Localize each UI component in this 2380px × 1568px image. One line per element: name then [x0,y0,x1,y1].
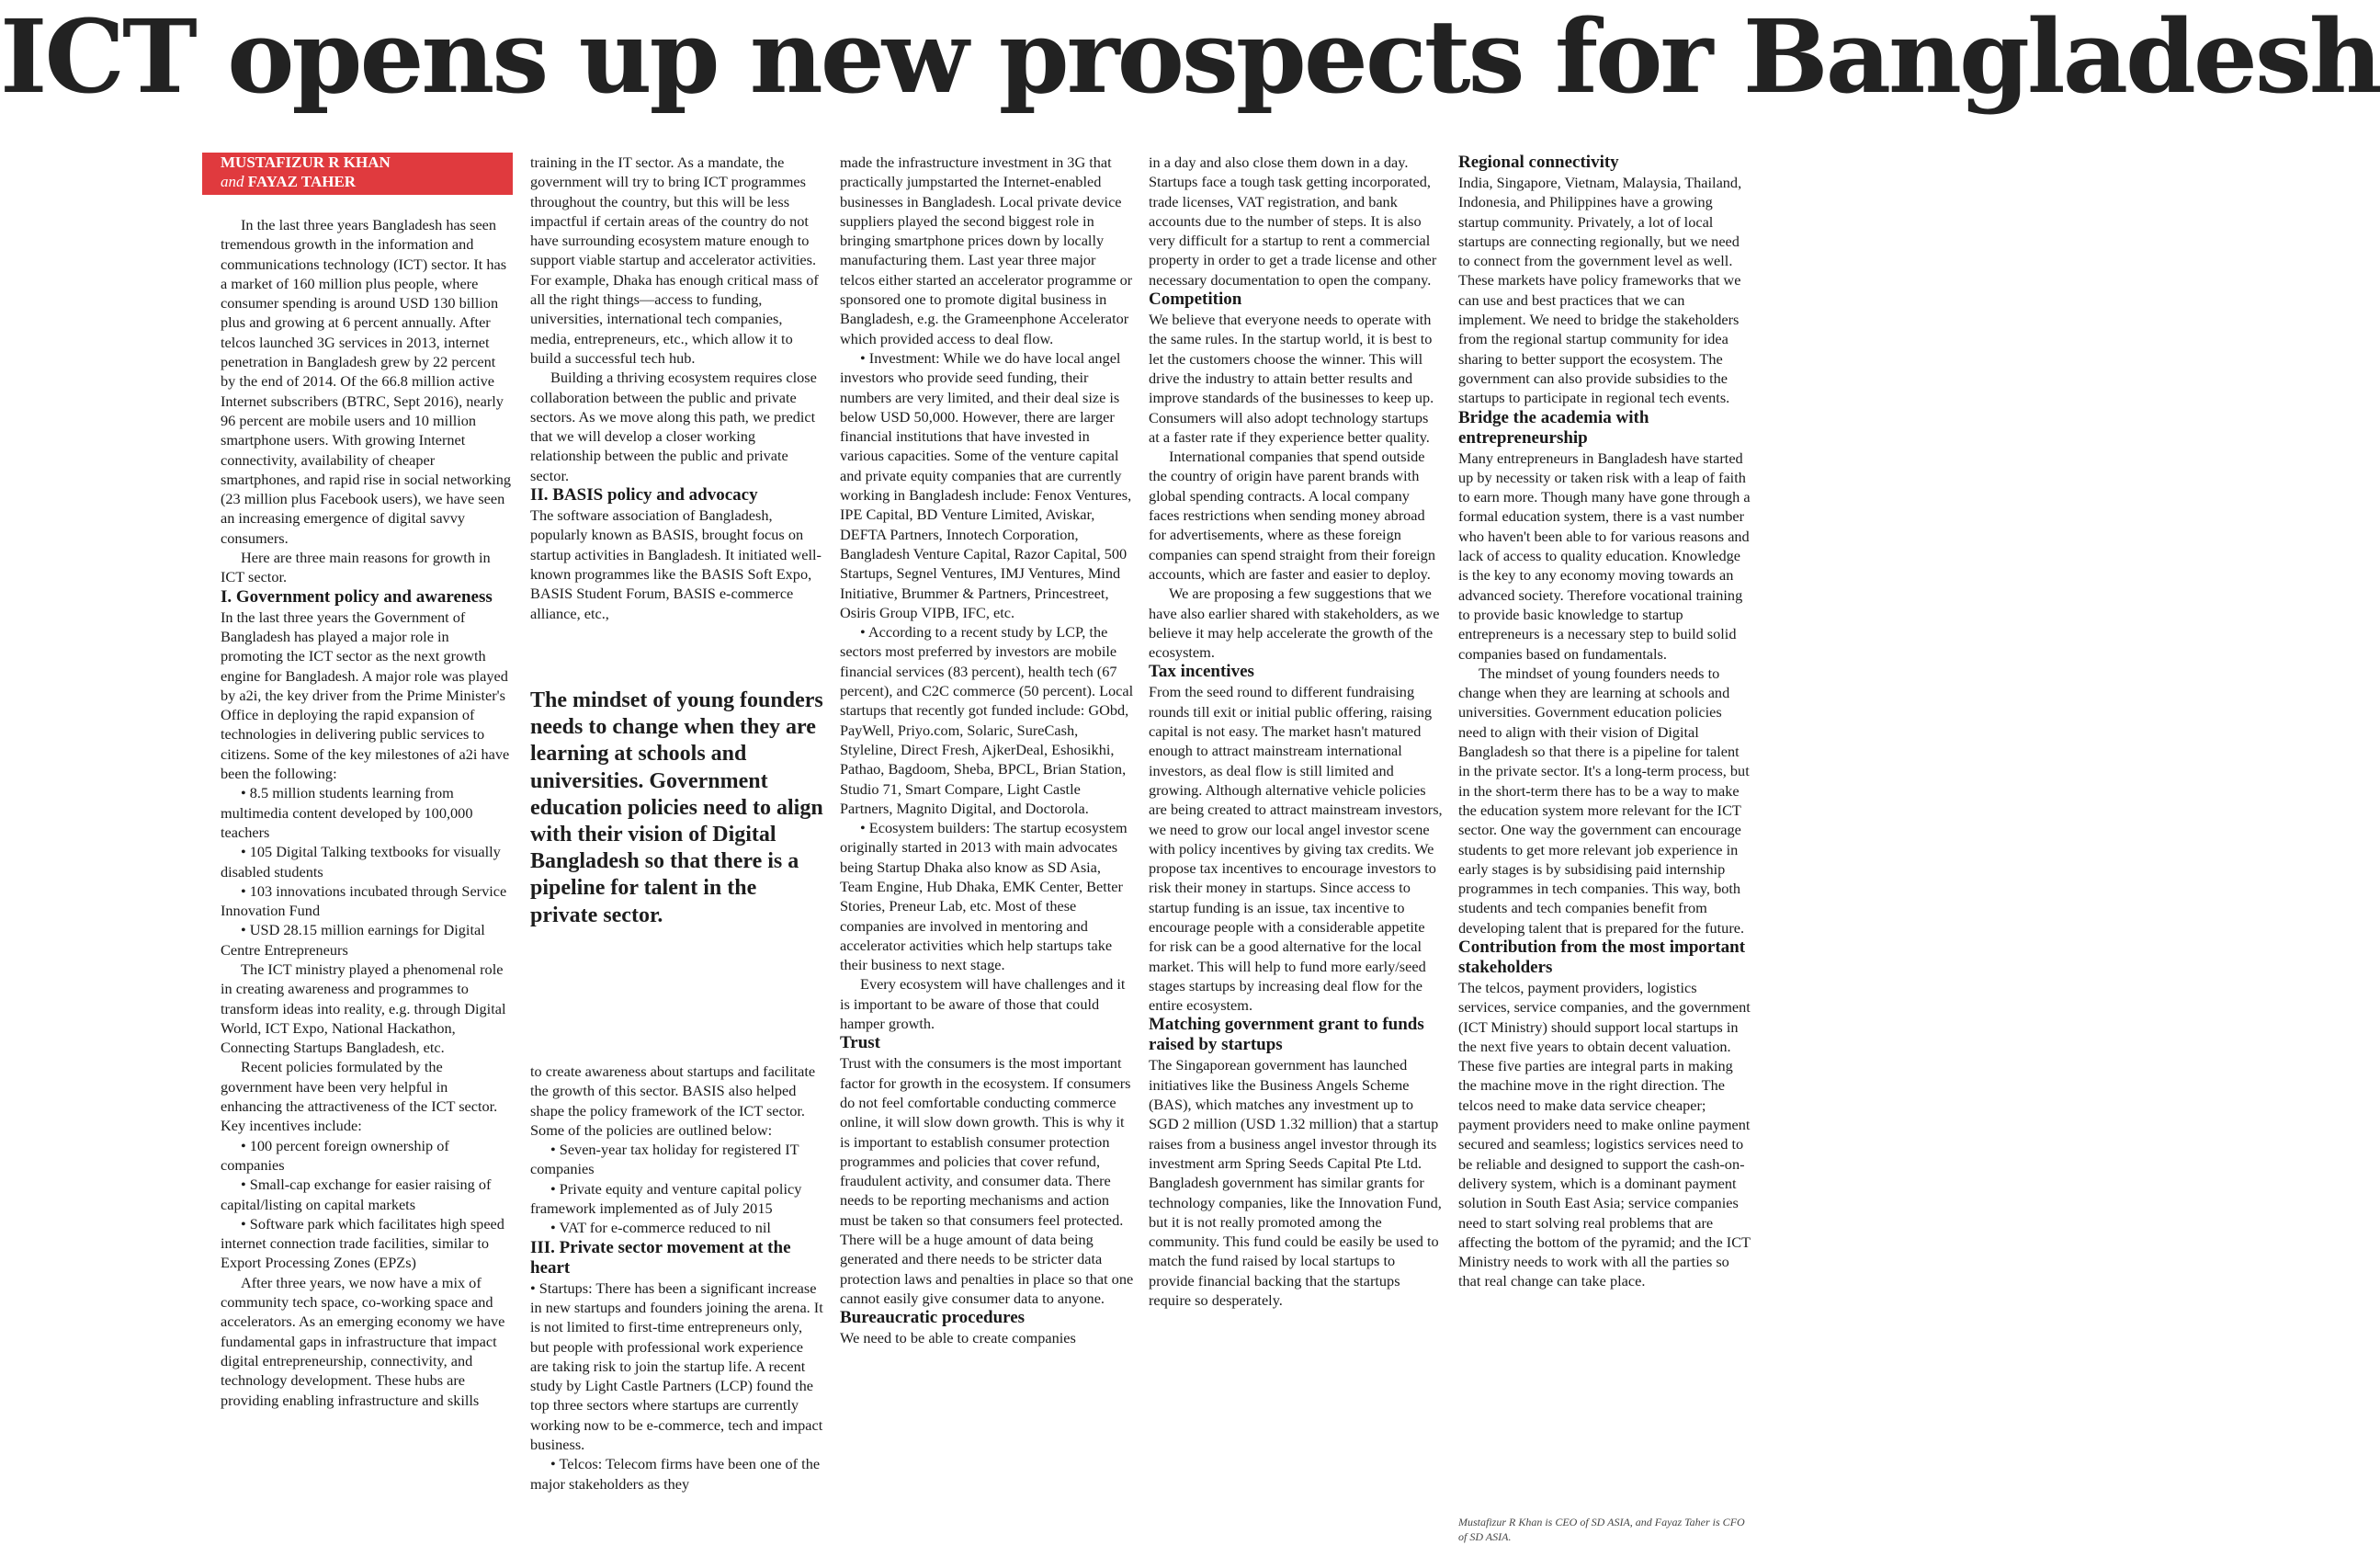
article-column-2-continued [530,1062,824,1494]
section-heading: Bridge the academia with entrepreneurship [1458,407,1649,448]
section-heading: II. BASIS policy and advocacy [530,485,758,506]
paragraph: • 100 percent foreign ownership of companies [221,1136,449,1174]
paragraph: The telcos, payment providers, logistics services, service companies, and the government (ICT Ministry) should support local startups in the next five years to obtain decent valuation. These five parties are integral parts in making the machine move in the right direction. The telcos need to make data service cheaper; payment providers need to make online payment secured and seamless; logistics services need to be reliable and designed to support the cash-on-delivery system, which is a dominant payment solution in South East Asia; service companies need to start solving real problems that are affecting the bottom of the pyramid; and the ICT Ministry needs to work with all the parties so that real change can take place. [1458,978,1751,1290]
section-heading: Competition [1149,290,1242,310]
paragraph: • Private equity and venture capital policy framework implemented as of July 2015 [530,1179,802,1218]
pull-quote: The mindset of young founders needs to change when they are learning at schools and universities. Government education policies need to align with their vision of Digital Bangladesh so that there is a pipeline for talent in the private sector. [530,688,823,927]
paragraph: • Startups: There has been a significant increase in new startups and founders joining the arena. It is not limited to first-time entrepreneurs only, but people with professional work experience are taking risk to join the startup life. A recent study by Light Castle Partners (LCP) found the top three sectors where startups are currently working now to be e-commerce, tech and impact business. [530,1278,823,1454]
paragraph: • Small-cap exchange for easier raising of capital/listing on capital markets [221,1176,492,1213]
paragraph: Trust with the consumers is the most important factor for growth in the ecosystem. If consumers do not feel comfortable conducting commerce online, it will slow down growth. This is why it is important to establish consumer protection programmes and policies that cover refund, fraudulent activity, and consumer data. There needs to be reporting mechanisms and action must be taken so that consumers feel protected. There will be a huge amount of data being generated and there needs to be stricter data protection laws and penalties in place so that one cannot easily give consumer data to anyone. [840,1054,1134,1307]
paragraph: In the last three years Bangladesh has seen tremendous growth in the information and communications technology (ICT) sector. It has a market of 160 million plus people, where consumer spending is around USD 130 billion plus and growing at 6 percent annually. After telcos launched 3G services in 2013, internet penetration in Bangladesh grew by 22 percent by the end of 2014. Of the 66.8 million active Internet subscribers (BTRC, Sept 2016), nearly 96 percent are mobile users and 10 million smartphone users. With growing Internet connectivity, availability of cheaper smartphones, and rapid rise in social networking (23 million plus Facebook users), we have seen an increasing emergence of digital savvy consumers. [221,216,512,547]
byline-conjunction: and [221,173,244,190]
paragraph: The ICT ministry played a phenomenal role in creating awareness and programmes to transform ideas into reality, e.g. through Digital World, ICT Expo, National Hackathon, Connecting Startups Bangladesh, etc. [221,960,506,1057]
author-name: FAYAZ TAHER [247,173,357,190]
paragraph: • 8.5 million students learning from multimedia content developed by 100,000 teachers [221,784,473,841]
paragraph: • Software park which facilitates high speed internet connection trade facilities, similar to Export Processing Zones (EPZs) [221,1214,504,1272]
article-column-3 [840,153,1134,1348]
article-column-5 [1458,153,1751,1291]
section-heading: Matching government grant to funds raised by startups [1149,1015,1424,1055]
author-footnote: Mustafizur R Khan is CEO of SD ASIA, and Fayaz Taher is CFO of SD ASIA. [1458,1516,1745,1543]
paragraph: Every ecosystem will have challenges and it is important to be aware of those that could hamper growth. [840,975,1126,1033]
paragraph: • Ecosystem builders: The startup ecosystem originally started in 2013 with main advocates being Startup Dhaka also know as SD Asia, Team Engine, Hub Dhaka, EMK Center, Better Stories, Preneur Lab, etc. Most of these companies are involved in mentoring and accelerator activities which help startups take their business to next stage. [840,819,1128,974]
paragraph: India, Singapore, Vietnam, Malaysia, Thailand, Indonesia, and Philippines have a growing startup community. Privately, a lot of local startups are connecting regionally, but we need to connect from the government level as well. These markets have policy frameworks that we can use and best practices that we can implement. We need to bridge the stakeholders from the regional startup community for idea sharing to better support the ecosystem. The government can also provide subsidies to the startups to participate in regional tech events. [1458,174,1742,407]
paragraph: We need to be able to create companies [840,1329,1076,1347]
paragraph: in a day and also close them down in a day. Startups face a tough task getting incorporated, trade licenses, VAT registration, and bank accounts due to the number of steps. It is also very difficult for a startup to rent a commercial property in order to get a trade license and other necessary documentation to open the company. [1149,153,1437,289]
paragraph: Building a thriving ecosystem requires close collaboration between the public and private sectors. As we move along this path, we predict that we will develop a closer working relationship between the public and private sector. [530,369,817,484]
paragraph: We believe that everyone needs to operate with the same rules. In the startup world, it is best to let the customers choose the winner. This will drive the industry to attain better results and improve standards of the businesses to keep up. Consumers will also adopt technology startups at a faster rate if they experience better quality. [1149,311,1434,446]
paragraph: Many entrepreneurs in Bangladesh have started up by necessity or taken risk with a leap of faith to earn more. Though many have gone through a formal education system, there is a vast number who haven't been able to for various reasons and lack of access to quality education. Knowledge is the key to any economy moving towards an advanced society. Therefore vocational training to provide basic knowledge to startup entrepreneurs is a necessary step to build solid companies based on fundamentals. [1458,449,1751,663]
paragraph: In the last three years the Government of Bangladesh has played a major role in promoting the ICT sector as the next growth engine for Bangladesh. A major role was played by a2i, the key driver from the Prime Minister's Office in deploying the rapid expansion of technologies in delivering public services to citizens. Some of the key milestones of a2i have been the following: [221,608,510,783]
paragraph: • USD 28.15 million earnings for Digital Centre Entrepreneurs [221,921,485,959]
author-name: MUSTAFIZUR R KHAN [221,153,391,171]
paragraph: • 105 Digital Talking textbooks for visually disabled students [221,843,501,881]
paragraph: • Telcos: Telecom firms have been one of the major stakeholders as they [530,1455,821,1493]
section-heading: Bureaucratic procedures [840,1308,1026,1328]
paragraph: Here are three main reasons for growth in ICT sector. [221,549,491,586]
paragraph: From the seed round to different fundraising rounds till exit or initial public offering, raising capital is not easy. The market hasn't matured enough to attract mainstream international investors, as deal flow is still limited and growing. Although alternative vehicle policies are being created to attract mainstream investors, we need to grow our local angel investor scene with policy incentives by giving tax credits. We propose tax incentives to encourage investors to risk their money in startups. Since access to startup funding is an issue, tax incentive to encourage people with a considerable appetite for risk can be a good alternative for the local market. This will help to fund more early/seed stages startups by increasing deal flow for the entire ecosystem. [1149,683,1443,1015]
byline [202,153,513,195]
article-column-1 [221,215,513,1410]
section-heading: III. Private sector movement at the heart [530,1237,791,1278]
paragraph: • Seven-year tax holiday for registered IT companies [530,1141,799,1178]
paragraph: Recent policies formulated by the government have been very helpful in enhancing the attractiveness of the ICT sector. Key incentives include: [221,1058,498,1135]
article-column-4 [1149,153,1443,1310]
paragraph: The Singaporean government has launched initiatives like the Business Angels Scheme (BAS), which matches any investment up to SGD 2 million (USD 1.32 million) that a startup raises from a business angel investor through its investment arm Spring Seeds Capital Pte Ltd. Bangladesh government has similar grants for technology companies, like the Innovation Fund, but it is not really promoted among the community. This fund could be easily be used to match the fund raised by local startups to provide financial backing that the startups require so desperately. [1149,1056,1442,1310]
paragraph: • According to a recent study by LCP, the sectors most preferred by investors are mobile financial services (83 percent), health tech (67 percent), and C2C commerce (50 percent). Local startups that recently got funded include: GObd, PayWell, Priyo.com, Solaric, SureCash, Styleline, Direct Fresh, AjkerDeal, Eshosikhi, Pathao, Bagdoom, Sheba, BPCL, Brian Station, Studio 71, Smart Compare, Light Castle Partners, Magnito Digital, and Doctorola. [840,623,1134,817]
section-heading: I. Government policy and awareness [221,586,493,607]
paragraph: training in the IT sector. As a mandate, the government will try to bring ICT programmes throughout the country, but this will be less impactful if certain areas of the country do not have surrounding ecosystem mature enough to support viable startup and accelerator activities. For example, Dhaka has enough critical mass of all the right things—access to funding, universities, international tech companies, media, entrepreneurs, etc., which allow it to build a successful tech hub. [530,153,819,367]
paragraph: After three years, we now have a mix of community tech space, co-working space and accelerators. As an emerging economy we have fundamental gaps in infrastructure that impact digital entrepreneurship, connectivity, and technology development. These hubs are providing enabling infrastructure and skills [221,1273,505,1409]
section-heading: Trust [840,1033,880,1053]
headline: ICT opens up new prospects for Bangladesh [0,0,2380,116]
section-heading: Tax incentives [1149,662,1254,682]
section-heading: Regional connectivity [1458,153,1619,172]
paragraph: made the infrastructure investment in 3G that practically jumpstarted the Internet-enabled businesses in Bangladesh. Local private device suppliers played the second biggest role in bringing smartphone prices down by locally manufacturing them. Last year three major telcos either started an accelerator programme or sponsored one to promote digital business in Bangladesh, e.g. the Grameenphone Accelerator which provided access to deal flow. [840,153,1133,347]
paragraph: • 103 innovations incubated through Service Innovation Fund [221,881,507,920]
paragraph: International companies that spend outside the country of origin have parent brands with global spending contracts. A local company faces restrictions when sending money abroad for advertisements, where as these foreign companies can spend straight from their foreign accounts, which are faster and easier to deploy. [1149,448,1435,583]
paragraph: The software association of Bangladesh, popularly known as BASIS, brought focus on startup activities in Bangladesh. It initiated well-known programmes like the BASIS Soft Expo, BASIS Student Forum, BASIS e-commerce alliance, etc., [530,506,822,622]
paragraph: We are proposing a few suggestions that we have also earlier shared with stakeholders, as we believe it may help accelerate the growth of the ecosystem. [1149,585,1440,662]
paragraph: • VAT for e-commerce reduced to nil [550,1219,771,1237]
paragraph: • Investment: While we do have local angel investors who provide seed funding, their numbers are very limited, and their deal size is below USD 50,000. However, there are larger financial institutions that have invested in various capacities. Some of the venture capital and private equity companies that are currently working in Bangladesh include: Fenox Ventures, IPE Capital, BD Venture Limited, Aviskar, DEFTA Partners, Innotech Corporation, Bangladesh Venture Capital, Razor Capital, 500 Startups, Segnel Ventures, IMJ Ventures, Mind Initiative, Brummer & Partners, Princestreet, Osiris Group VIPB, IFC, etc. [840,348,1132,621]
section-heading: Contribution from the most important stakeholders [1458,937,1746,977]
paragraph: to create awareness about startups and facilitate the growth of this sector. BASIS also helped shape the policy framework of the ICT sector. Some of the policies are outlined below: [530,1062,816,1139]
article-column-2 [530,153,824,623]
paragraph: The mindset of young founders needs to change when they are learning at schools and universities. Government education policies need to align with their vision of Digital Bangladesh so that there is a pipeline for talent in the private sector. It's a long-term process, but in the short-term there has to be a way to make the education system more relevant for the ICT sector. One way the government can encourage students to get more relevant job experience in early stages is by subsidising paid internship programmes in tech companies. This way, both students and tech companies benefit from developing talent that is prepared for the future. [1458,664,1750,937]
